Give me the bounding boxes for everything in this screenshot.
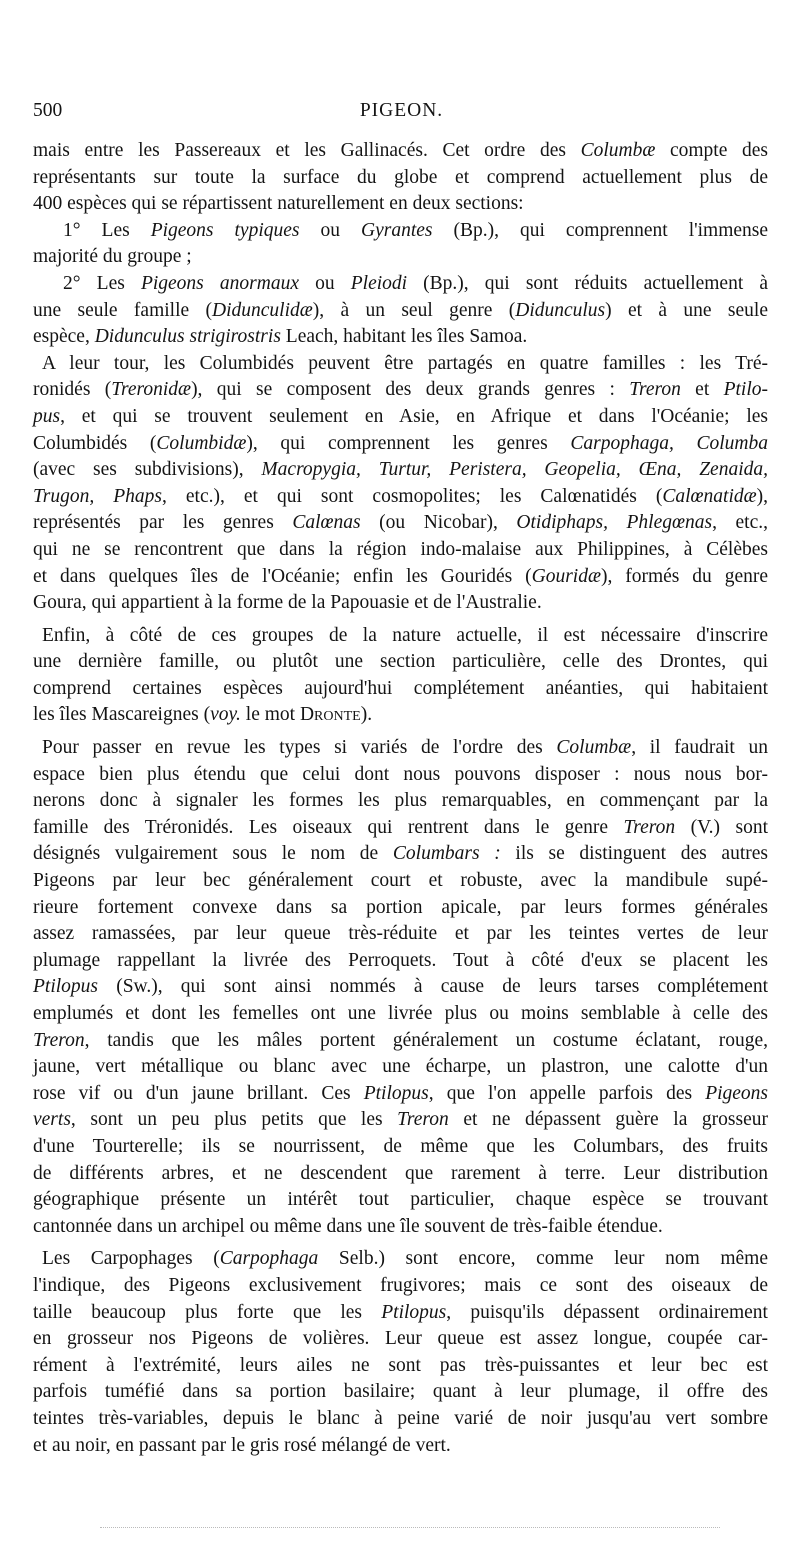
text-line: géographique présente un intérêt tout particulier, chaque espèce se trouvant bbox=[33, 1189, 768, 1211]
text-line: Pour passer en revue les types si variés de l'ordre des Columbæ, il faudrait un bbox=[42, 737, 769, 759]
text-line: désignés vulgairement sous le nom de Columbars : ils se distinguent des autres bbox=[33, 843, 768, 865]
text-line: Enfin, à côté de ces groupes de la nature actuelle, il est nécessaire d'inscrire bbox=[42, 624, 768, 646]
text-line: les îles Mascareignes (voy. le mot Dronte). bbox=[33, 704, 373, 726]
text-line: comprend certaines espèces aujourd'hui complétement anéanties, qui habitaient bbox=[33, 677, 768, 699]
text-line: assez ramassées, par leur queue très-réduite et par les teintes vertes de leur bbox=[33, 923, 768, 945]
text-line: ronidés (Treronidæ), qui se composent des deux grands genres : Treron et Ptilo- bbox=[33, 379, 769, 401]
text-line: 400 espèces qui se répartissent naturellement en deux sections: bbox=[33, 193, 524, 215]
text-line: et dans quelques îles de l'Océanie; enfin les Gouridés (Gouridæ), formés du genre bbox=[33, 565, 768, 587]
text-line: et au noir, en passant par le gris rosé mélangé de vert. bbox=[33, 1434, 451, 1456]
text-line: rose vif ou d'un jaune brillant. Ces Ptilopus, que l'on appelle parfois des Pigeons bbox=[33, 1082, 769, 1104]
text-line: mais entre les Passereaux et les Gallinacés. Cet ordre des Columbæ compte des bbox=[33, 140, 769, 161]
text-line: taille beaucoup plus forte que les Ptilopus, puisqu'ils dépassent ordinairement bbox=[33, 1301, 768, 1323]
text-line: cantonnée dans un archipel ou même dans une île souvent de très-faible étendue. bbox=[33, 1215, 663, 1237]
text-line: verts, sont un peu plus petits que les Treron et ne dépassent guère la grosseur bbox=[33, 1109, 768, 1131]
text-line: une seule famille (Didunculidæ), à un seul genre (Didunculus) et à une seule bbox=[33, 299, 768, 321]
text-line: (avec ses subdivisions), Macropygia, Turtur, Peristera, Geopelia, Œna, Zenaida, bbox=[33, 459, 768, 481]
text-line: représentants sur toute la surface du globe et comprend actuellement plus de bbox=[33, 166, 768, 188]
text-line: jaune, vert métallique ou blanc avec une écharpe, un plastron, une calotte d'un bbox=[33, 1056, 768, 1078]
text-line: famille des Tréronidés. Les oiseaux qui rentrent dans le genre Treron (V.) sont bbox=[33, 816, 768, 838]
text-line: Ptilopus (Sw.), qui sont ainsi nommés à cause de leurs tarses complétement bbox=[33, 976, 768, 998]
text-line: en grosseur nos Pigeons de volières. Leur queue est assez longue, coupée car- bbox=[33, 1328, 768, 1350]
text-line: teintes très-variables, depuis le blanc à peine varié de noir jusqu'au vert sombre bbox=[33, 1407, 768, 1429]
page-number: 500 bbox=[33, 100, 63, 121]
text-line: l'indique, des Pigeons exclusivement frugivores; mais ce sont des oiseaux de bbox=[33, 1274, 768, 1296]
text-line: emplumés et dont les femelles ont une livrée plus ou moins semblable à celle des bbox=[33, 1003, 768, 1024]
text-line: 1° Les Pigeons typiques ou Gyrantes (Bp.), qui comprennent l'immense bbox=[63, 219, 769, 241]
text-line: parfois tuméfié dans sa portion basilaire; quant à leur plumage, il offre des bbox=[33, 1381, 768, 1403]
text-line: Trugon, Phaps, etc.), et qui sont cosmopolites; les Calœnatidés (Calœnatidæ), bbox=[33, 485, 768, 507]
text-line: Treron, tandis que les mâles portent généralement un costume éclatant, rouge, bbox=[33, 1029, 768, 1051]
text-line: espace bien plus étendu que celui dont nous pouvons disposer : nous nous bor- bbox=[33, 763, 768, 785]
text-line: espèce, Didunculus strigirostris Leach, habitant les îles Samoa. bbox=[33, 326, 528, 348]
body-text bbox=[33, 138, 768, 1459]
text-line: A leur tour, les Columbidés peuvent être partagés en quatre familles : les Tré- bbox=[42, 352, 768, 374]
text-line: d'une Tourterelle; ils se nourrissent, de même que les Columbars, des fruits bbox=[33, 1135, 768, 1157]
text-line: une dernière famille, ou plutôt une section particulière, celle des Drontes, qui bbox=[33, 651, 768, 673]
text-line: Goura, qui appartient à la forme de la Papouasie et de l'Australie. bbox=[33, 592, 542, 614]
running-head: PIGEON. bbox=[359, 100, 444, 121]
text-line: nerons donc à signaler les formes les plus remarquables, en commençant par la bbox=[33, 790, 768, 812]
text-line: plumage rappellant la livrée des Perroquets. Tout à côté d'eux se placent les bbox=[33, 949, 768, 971]
text-line: rieure fortement convexe dans sa portion apicale, par leurs formes générales bbox=[33, 896, 768, 918]
text-line: Pigeons par leur bec généralement court et robuste, avec la mandibule supé- bbox=[33, 870, 768, 892]
page-header bbox=[33, 100, 770, 130]
text-line: qui ne se rencontrent que dans la région indo-malaise aux Philippines, à Célèbes bbox=[33, 538, 768, 560]
text-line: pus, et qui se trouvent seulement en Asie, en Afrique et dans l'Océanie; les bbox=[33, 405, 768, 427]
text-line: rément à l'extrémité, leurs ailes ne sont pas très-puissantes et leur bec est bbox=[33, 1354, 768, 1376]
text-line: 2° Les Pigeons anormaux ou Pleiodi (Bp.), qui sont réduits actuellement à bbox=[63, 272, 769, 294]
text-line: Columbidés (Columbidæ), qui comprennent les genres Carpophaga, Columba bbox=[33, 432, 768, 454]
footer-rule bbox=[100, 1527, 720, 1528]
text-line: majorité du groupe ; bbox=[33, 246, 192, 268]
text-line: représentés par les genres Calœnas (ou Nicobar), Otidiphaps, Phlegœnas, etc., bbox=[33, 512, 768, 534]
text-line: de différents arbres, et ne descendent que rarement à terre. Leur distribution bbox=[33, 1162, 768, 1184]
text-line: Les Carpophages (Carpophaga Selb.) sont encore, comme leur nom même bbox=[42, 1248, 769, 1270]
